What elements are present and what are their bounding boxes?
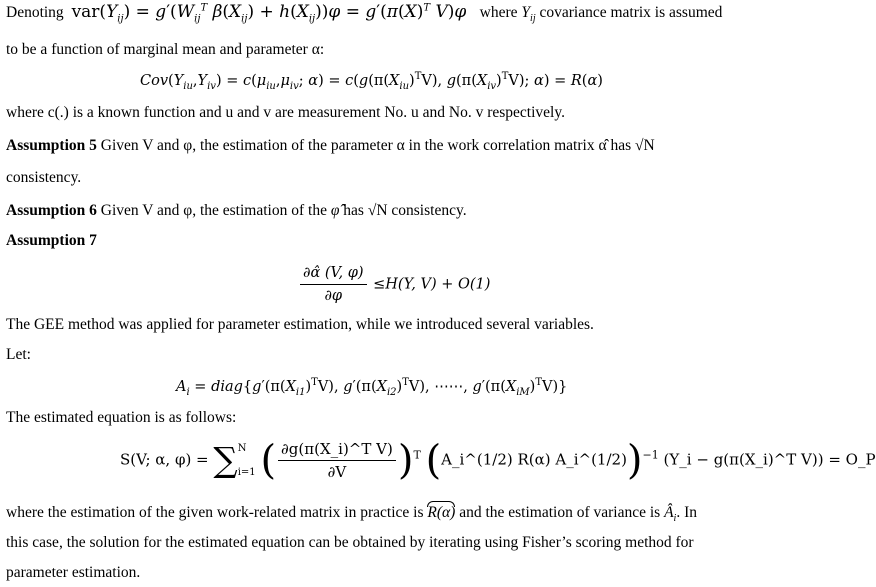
- intro-var: $Y_{ij}$: [521, 4, 536, 25]
- sum-symbol: ∑: [213, 440, 238, 481]
- let-text: Let:: [6, 346, 31, 363]
- assumption-7-equation: [298, 262, 490, 307]
- estimated-intro: The estimated equation is as follows:: [6, 409, 237, 426]
- final-line-2: this case, the solution for the estimated equation can be obtained by iterating using Fisher’s scoring method for: [6, 534, 694, 551]
- final-line-3: parameter estimation.: [6, 564, 141, 581]
- assumption-7-label: Assumption 7: [6, 232, 97, 249]
- assumption-5-cont: consistency.: [6, 169, 82, 186]
- S-tail: (Y_i − g(π(X_i)^T V)) = O_P: [663, 450, 876, 469]
- a7-denominator: ∂φ: [324, 288, 343, 304]
- a7-rhs: ≤H(Y, V) + O(1): [373, 276, 491, 293]
- where-c-text: where c(.) is a known function and u and v are measurement No. u and No. v respectively.: [6, 104, 565, 121]
- intro-line-2: to be a function of marginal mean and parameter α:: [6, 41, 325, 58]
- variance-formula: $var(Y_{ij}) = g'(W_{ij}^T$ $\beta(X_{ij}) + h(X_{ij}))\varphi = g'(\pi(X)^T$ V)φ: [71, 2, 467, 25]
- deriv-denominator: ∂V: [327, 463, 347, 481]
- assumption-5-text: Given V and φ, the estimation of the parameter α in the work correlation matrix α̂ has √N: [100, 137, 655, 154]
- final-line-1: where the estimation of the given work-related matrix in practice is R(α) and the estimation of variance is $Â_i$. In: [6, 504, 697, 525]
- R-alpha-hat: R(α): [427, 504, 456, 521]
- intro-where: where: [479, 4, 518, 21]
- cov-equation: $Cov(Y_{iu},Y_{iv}) = c(\mu_{iu},\mu_{iv}$; $\alpha) = c(g(\pi(X_{iu})^TV)$, $g(\pi(X_{iv})^TV)$; α) = R(α): [140, 71, 603, 92]
- intro-line: [6, 2, 722, 23]
- assumption-6-text: Given V and φ, the estimation of the: [100, 202, 327, 219]
- intro-lead: Denoting: [6, 4, 64, 21]
- S-middle: A_i^(1/2) R(α) A_i^(1/2): [441, 450, 627, 469]
- assumption-5-label: Assumption 5: [6, 137, 97, 154]
- assumption-6-label: Assumption 6: [6, 202, 97, 219]
- assumption-6-tail: has √N consistency.: [343, 202, 467, 219]
- assumption-6: [6, 201, 467, 221]
- assumption-5: [6, 136, 655, 156]
- intro-tail: covariance matrix is assumed: [539, 4, 723, 21]
- gee-text: The GEE method was applied for parameter estimation, while we introduced several variables.: [6, 316, 594, 333]
- sum-limits: N i=1: [237, 442, 256, 478]
- a7-numerator: ∂α̂ (V, φ): [300, 262, 367, 285]
- S-equation: S(V; α, φ) = ∑N i=1 ( $\frac{\text{∂g(π(X\_i)\textasciicircum{}T V)}}{\partial V}$ )$^T$ (A_i^(1/2) R(α) A_i^(1/2))$^{-1}$ (Y_i − g(π(X_i)^T V)) = O_P: [120, 437, 876, 484]
- deriv-numerator: ∂g(π(X_i)^T V): [278, 438, 396, 461]
- A-hat: $Â_i$: [664, 504, 677, 525]
- A-equation: $A_i$ = $diag\{g'(\pi(X_{i1})^TV)$, $g'(\pi(X_{i2})^TV)$, ⋯⋯, $g'(\pi(X_{iM})^TV)$}: [176, 377, 568, 398]
- S-lhs: S(V; α, φ) =: [120, 450, 209, 469]
- phi-hat-symbol: φ̂: [330, 202, 340, 219]
